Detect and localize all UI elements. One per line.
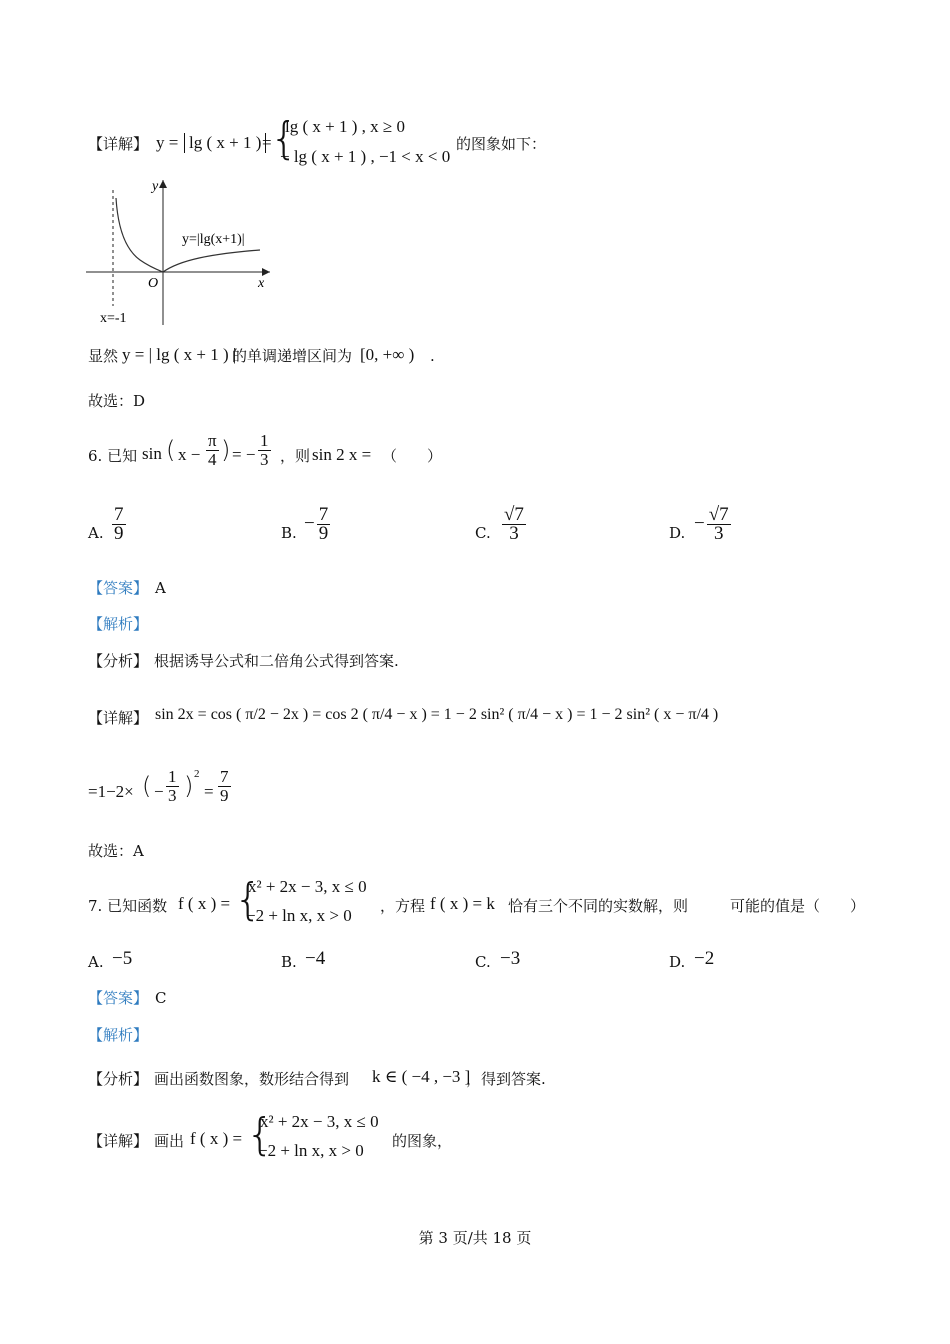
q7-detail-fx: f ( x ) = <box>190 1129 243 1148</box>
q6-option-d-value <box>694 506 733 543</box>
q7-mid: ，方程 <box>380 897 426 915</box>
q7-option-d-label: D. <box>669 953 686 971</box>
curve-right <box>163 250 260 272</box>
q7-detail-case1: x² + 2x − 3, x ≤ 0 <box>260 1112 379 1131</box>
q6-option-c-value <box>500 506 528 543</box>
q7-fenxi-b: ，得到答案. <box>466 1070 546 1088</box>
q6-answer-tag: 【答案】 <box>88 579 149 597</box>
q7-option-b-value: −4 <box>305 948 326 969</box>
q7-detail-case2: −2 + ln x, x > 0 <box>258 1141 364 1160</box>
q7-brace: { <box>234 874 262 925</box>
q6-option-b-label: B. <box>281 524 297 542</box>
page-footer: 第 3 页/共 18 页 <box>418 1229 532 1247</box>
q6-frac-pi4 <box>204 432 221 469</box>
q6-option-d-sign: − <box>694 512 705 534</box>
q6-line2-den: 3 <box>168 786 177 805</box>
q6-line2-frac <box>164 768 181 805</box>
q6-fenxi-tag: 【分析】 <box>88 652 149 670</box>
y-eq: y = <box>156 133 179 152</box>
q6-line2-result <box>216 768 233 805</box>
q7-fenxi-tag: 【分析】 <box>88 1070 149 1088</box>
q7-option-d-value: −2 <box>694 948 715 969</box>
q6-option-c-label: C. <box>475 524 491 542</box>
q6-line2-num: 1 <box>168 767 177 786</box>
q7-analysis-tag: 【解析】 <box>88 1026 149 1044</box>
equals: = <box>262 133 272 152</box>
q7-fx: f ( x ) = <box>178 894 231 913</box>
q7-detail-tag: 【详解】 <box>88 1132 149 1150</box>
q7-answer-tag: 【答案】 <box>88 989 149 1007</box>
piecewise-brace: { <box>270 113 298 164</box>
q6-line2-result-den: 9 <box>220 786 229 805</box>
lg-graph <box>80 170 280 330</box>
q6-option-d-label: D. <box>669 524 686 542</box>
q6-detail-line1: sin 2x = cos ( π/2 − 2x ) = cos 2 ( π/4 − x ) = 1 − 2 sin² ( π/4 − x ) = 1 − 2 sin² ( x − π/4 ) <box>155 706 719 723</box>
q6-sin: sin <box>142 444 162 463</box>
q6-four: 4 <box>208 450 217 469</box>
q7-answer: C <box>155 989 167 1007</box>
q6-option-b-num: 7 <box>318 504 329 525</box>
q6-target: sin 2 x = <box>312 445 372 464</box>
sec2-mid: 的单调递增区间为 <box>232 347 353 365</box>
q6-pi: π <box>208 431 217 450</box>
q6-option-a-den: 9 <box>114 523 124 544</box>
q6-three: 3 <box>260 450 269 469</box>
q6-one: 1 <box>260 431 269 450</box>
q6-option-d-den: 3 <box>713 523 724 544</box>
q7-fenxi-k: k ∈ ( −4 , −3 ] <box>372 1067 471 1086</box>
q6-then: ，则 <box>280 447 311 465</box>
q6-option-a-num: 7 <box>114 504 124 525</box>
q7-case1: x² + 2x − 3, x ≤ 0 <box>248 877 367 896</box>
q7-detail-tail: 的图象， <box>392 1132 453 1150</box>
q6-frac-13 <box>256 432 273 469</box>
q7-option-a-value: −5 <box>112 948 133 969</box>
q6-option-c-den: 3 <box>509 523 519 544</box>
q7-fenxi-a: 画出函数图象，数形结合得到 <box>154 1070 350 1088</box>
q6-detail-line2-a: =1−2× <box>88 782 134 801</box>
q6-detail-line2-c: = <box>204 782 214 801</box>
curve-label: y=|lg(x+1)| <box>182 232 245 247</box>
x-axis-arrow <box>262 268 270 276</box>
q6-option-d-num: √7 <box>708 504 729 525</box>
detail-label: 【详解】 <box>88 135 149 153</box>
y-axis-arrow <box>159 180 167 188</box>
q7-detail-a: 画出 <box>154 1132 185 1150</box>
q7-case2: −2 + ln x, x > 0 <box>246 906 352 925</box>
case-1: lg ( x + 1 ) , x ≥ 0 <box>285 117 405 136</box>
asymptote-label: x=-1 <box>100 311 127 326</box>
q7-eqk: f ( x ) = k <box>430 894 495 913</box>
case-2: − lg ( x + 1 ) , −1 < x < 0 <box>280 147 451 166</box>
q6-line2-result-num: 7 <box>220 767 229 786</box>
q6-number: 6. 已知 <box>88 447 138 465</box>
q7-tail2: 可能的值是（ ） <box>730 897 866 915</box>
q6-final: 故选：A <box>88 842 144 860</box>
q7-tail: 恰有三个不同的实数解，则 <box>508 897 689 915</box>
q6-detail-line2-b: − <box>154 782 164 801</box>
q6-option-b-sign: − <box>304 512 315 534</box>
y-axis-label: y <box>152 179 159 194</box>
q6-lparen: ( <box>166 436 176 464</box>
answer-5-choice: 故选：D <box>88 392 146 410</box>
q6-option-b-den: 9 <box>318 523 329 544</box>
sec2-expr: y = | lg ( x + 1 ) | <box>122 345 237 364</box>
q6-line2-rparen: ) <box>184 772 194 800</box>
sec2-end: . <box>430 347 435 365</box>
sec2-interval: [0, +∞ ) <box>360 345 415 364</box>
q7-option-c-value: −3 <box>500 948 521 969</box>
x-axis-label: x <box>258 276 265 291</box>
q6-answer: A <box>155 579 166 597</box>
q6-fenxi: 根据诱导公式和二倍角公式得到答案. <box>154 652 399 670</box>
q6-x-minus: x − <box>178 445 201 464</box>
q7-option-c-label: C. <box>475 953 491 971</box>
q6-line2-exp: 2 <box>194 768 200 780</box>
q6-line2-lparen: ( <box>142 772 152 800</box>
q6-option-b-value <box>304 506 332 543</box>
graph-intro: 的图象如下： <box>456 135 547 153</box>
q7-option-a-label: A. <box>88 953 104 971</box>
q6-analysis-tag: 【解析】 <box>88 615 149 633</box>
q6-detail-tag: 【详解】 <box>88 709 149 727</box>
sec2-lead: 显然 <box>88 347 119 365</box>
q6-option-a-value <box>110 506 128 543</box>
q7-number: 7. 已知函数 <box>88 897 168 915</box>
q7-option-b-label: B. <box>281 953 297 971</box>
q6-rparen: ) <box>221 436 231 464</box>
q6-option-c-num: √7 <box>504 504 524 525</box>
q6-eq: = − <box>232 445 256 464</box>
q7-detail-brace: { <box>246 1109 274 1160</box>
q6-paren: （ ） <box>382 447 443 465</box>
origin-label: O <box>148 276 159 291</box>
q6-option-a-label: A. <box>88 524 104 542</box>
abs-expression: lg ( x + 1 ) <box>184 133 266 153</box>
curve-left <box>116 198 163 272</box>
